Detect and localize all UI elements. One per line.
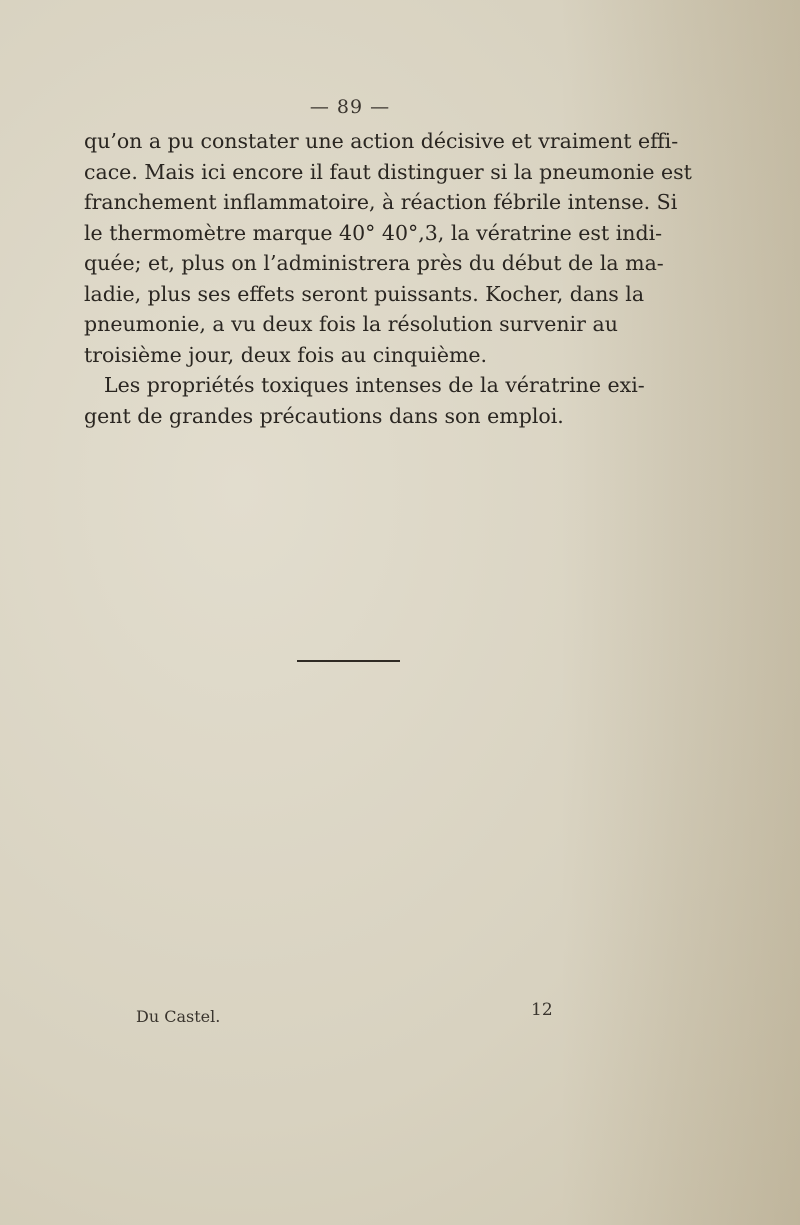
section-divider-rule (297, 660, 400, 662)
text-line: pneumonie, a vu deux fois la résolution survenir au (84, 312, 618, 336)
text-line: gent de grandes précautions dans son emploi. (84, 403, 564, 428)
text-line: cace. Mais ici encore il faut distinguer si la pneumonie est (84, 159, 692, 184)
body-text (84, 126, 692, 431)
page-number: — 89 — (309, 96, 391, 118)
footer-signature: Du Castel. (136, 1007, 221, 1026)
paragraph-2 (84, 370, 645, 431)
text-line: Les propriétés toxiques intenses de la vératrine exi- (104, 373, 645, 397)
text-line: quée; et, plus on l’administrera près du début de la ma- (84, 251, 664, 275)
footer-sheet-number: 12 (531, 1000, 553, 1020)
text-line: franchement inflammatoire, à réaction fébrile intense. Si (84, 190, 678, 214)
text-line: troisième jour, deux fois au cinquième. (84, 342, 488, 367)
text-line: ladie, plus ses effets seront puissants. Kocher, dans la (84, 281, 645, 306)
paragraph-1 (84, 126, 692, 370)
text-line: qu’on a pu constater une action décisive et vraiment effi- (84, 129, 679, 153)
text-line: le thermomètre marque 40° 40°,3, la vératrine est indi- (84, 220, 663, 245)
